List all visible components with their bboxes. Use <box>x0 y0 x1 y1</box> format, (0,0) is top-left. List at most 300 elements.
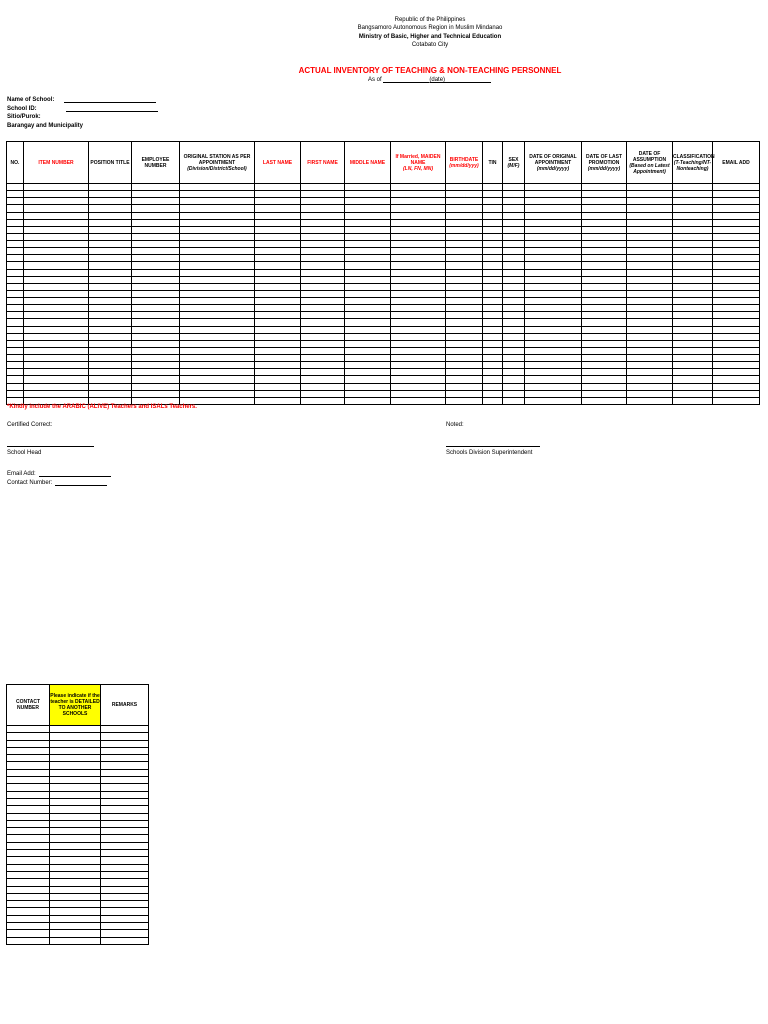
table-cell[interactable] <box>101 915 149 922</box>
table-cell[interactable] <box>713 347 760 354</box>
table-cell[interactable] <box>301 397 345 404</box>
table-cell[interactable] <box>446 383 483 390</box>
table-cell[interactable] <box>503 212 525 219</box>
table-cell[interactable] <box>132 226 180 233</box>
table-cell[interactable] <box>180 305 255 312</box>
table-cell[interactable] <box>345 347 391 354</box>
table-cell[interactable] <box>7 362 24 369</box>
table-cell[interactable] <box>50 806 101 813</box>
table-cell[interactable] <box>255 283 301 290</box>
table-cell[interactable] <box>391 383 446 390</box>
table-cell[interactable] <box>7 233 24 240</box>
table-cell[interactable] <box>50 886 101 893</box>
table-cell[interactable] <box>483 276 503 283</box>
table-cell[interactable] <box>101 908 149 915</box>
table-cell[interactable] <box>627 383 673 390</box>
table-cell[interactable] <box>255 276 301 283</box>
table-cell[interactable] <box>345 376 391 383</box>
table-cell[interactable] <box>7 850 50 857</box>
table-cell[interactable] <box>345 219 391 226</box>
table-cell[interactable] <box>525 262 582 269</box>
table-cell[interactable] <box>345 191 391 198</box>
table-cell[interactable] <box>627 184 673 191</box>
table-cell[interactable] <box>483 347 503 354</box>
table-cell[interactable] <box>627 319 673 326</box>
table-cell[interactable] <box>255 362 301 369</box>
table-cell[interactable] <box>673 233 713 240</box>
table-cell[interactable] <box>301 333 345 340</box>
table-cell[interactable] <box>7 762 50 769</box>
table-cell[interactable] <box>180 198 255 205</box>
table-cell[interactable] <box>503 340 525 347</box>
table-cell[interactable] <box>89 198 132 205</box>
table-cell[interactable] <box>713 255 760 262</box>
table-cell[interactable] <box>301 233 345 240</box>
table-cell[interactable] <box>180 298 255 305</box>
table-cell[interactable] <box>7 205 24 212</box>
as-of-blank[interactable] <box>383 76 429 83</box>
table-cell[interactable] <box>582 262 627 269</box>
table-cell[interactable] <box>525 276 582 283</box>
table-cell[interactable] <box>345 198 391 205</box>
table-cell[interactable] <box>713 369 760 376</box>
table-cell[interactable] <box>345 233 391 240</box>
table-cell[interactable] <box>7 755 50 762</box>
table-cell[interactable] <box>7 219 24 226</box>
table-cell[interactable] <box>132 376 180 383</box>
table-cell[interactable] <box>132 290 180 297</box>
table-cell[interactable] <box>24 326 89 333</box>
table-cell[interactable] <box>132 326 180 333</box>
table-cell[interactable] <box>132 212 180 219</box>
table-cell[interactable] <box>89 205 132 212</box>
table-cell[interactable] <box>89 326 132 333</box>
table-cell[interactable] <box>24 305 89 312</box>
table-cell[interactable] <box>483 212 503 219</box>
table-cell[interactable] <box>391 319 446 326</box>
table-cell[interactable] <box>101 835 149 842</box>
table-cell[interactable] <box>525 241 582 248</box>
table-cell[interactable] <box>101 850 149 857</box>
table-cell[interactable] <box>89 340 132 347</box>
table-cell[interactable] <box>180 362 255 369</box>
table-cell[interactable] <box>446 355 483 362</box>
table-cell[interactable] <box>627 198 673 205</box>
table-cell[interactable] <box>180 390 255 397</box>
table-cell[interactable] <box>7 835 50 842</box>
table-cell[interactable] <box>7 298 24 305</box>
table-cell[interactable] <box>101 769 149 776</box>
table-cell[interactable] <box>713 333 760 340</box>
table-cell[interactable] <box>89 241 132 248</box>
table-cell[interactable] <box>301 198 345 205</box>
table-cell[interactable] <box>7 333 24 340</box>
table-cell[interactable] <box>255 191 301 198</box>
table-cell[interactable] <box>7 262 24 269</box>
table-cell[interactable] <box>89 191 132 198</box>
table-cell[interactable] <box>525 340 582 347</box>
table-cell[interactable] <box>446 312 483 319</box>
table-cell[interactable] <box>503 276 525 283</box>
table-cell[interactable] <box>89 298 132 305</box>
table-cell[interactable] <box>255 212 301 219</box>
table-cell[interactable] <box>101 871 149 878</box>
table-cell[interactable] <box>345 226 391 233</box>
table-cell[interactable] <box>7 893 50 900</box>
table-cell[interactable] <box>50 791 101 798</box>
table-cell[interactable] <box>24 248 89 255</box>
table-cell[interactable] <box>301 205 345 212</box>
table-cell[interactable] <box>582 233 627 240</box>
table-cell[interactable] <box>180 255 255 262</box>
table-cell[interactable] <box>446 205 483 212</box>
table-cell[interactable] <box>255 248 301 255</box>
table-cell[interactable] <box>713 305 760 312</box>
table-cell[interactable] <box>525 233 582 240</box>
table-cell[interactable] <box>391 312 446 319</box>
table-cell[interactable] <box>255 355 301 362</box>
table-cell[interactable] <box>483 262 503 269</box>
table-cell[interactable] <box>101 740 149 747</box>
table-cell[interactable] <box>101 828 149 835</box>
table-cell[interactable] <box>391 212 446 219</box>
table-cell[interactable] <box>101 777 149 784</box>
table-cell[interactable] <box>89 383 132 390</box>
table-cell[interactable] <box>301 226 345 233</box>
table-cell[interactable] <box>673 255 713 262</box>
table-cell[interactable] <box>7 376 24 383</box>
table-cell[interactable] <box>132 255 180 262</box>
table-cell[interactable] <box>255 233 301 240</box>
table-cell[interactable] <box>180 333 255 340</box>
table-cell[interactable] <box>673 362 713 369</box>
table-cell[interactable] <box>255 219 301 226</box>
table-cell[interactable] <box>627 205 673 212</box>
table-cell[interactable] <box>7 777 50 784</box>
table-cell[interactable] <box>673 369 713 376</box>
table-cell[interactable] <box>627 362 673 369</box>
table-cell[interactable] <box>301 255 345 262</box>
table-cell[interactable] <box>391 390 446 397</box>
table-cell[interactable] <box>7 248 24 255</box>
table-cell[interactable] <box>627 390 673 397</box>
table-cell[interactable] <box>50 923 101 930</box>
table-cell[interactable] <box>89 212 132 219</box>
table-cell[interactable] <box>301 290 345 297</box>
table-cell[interactable] <box>7 813 50 820</box>
table-cell[interactable] <box>503 333 525 340</box>
school-head-signature-line[interactable] <box>7 446 94 447</box>
table-cell[interactable] <box>255 298 301 305</box>
table-cell[interactable] <box>345 184 391 191</box>
table-cell[interactable] <box>180 241 255 248</box>
table-cell[interactable] <box>301 191 345 198</box>
table-cell[interactable] <box>180 212 255 219</box>
table-cell[interactable] <box>391 397 446 404</box>
table-cell[interactable] <box>345 298 391 305</box>
table-cell[interactable] <box>180 262 255 269</box>
table-cell[interactable] <box>50 820 101 827</box>
table-cell[interactable] <box>713 312 760 319</box>
table-cell[interactable] <box>525 390 582 397</box>
table-cell[interactable] <box>525 319 582 326</box>
table-cell[interactable] <box>673 191 713 198</box>
table-cell[interactable] <box>503 362 525 369</box>
table-cell[interactable] <box>503 255 525 262</box>
table-cell[interactable] <box>446 283 483 290</box>
table-cell[interactable] <box>673 383 713 390</box>
table-cell[interactable] <box>713 262 760 269</box>
table-cell[interactable] <box>255 312 301 319</box>
table-cell[interactable] <box>24 340 89 347</box>
table-cell[interactable] <box>132 319 180 326</box>
table-cell[interactable] <box>180 219 255 226</box>
table-cell[interactable] <box>7 326 24 333</box>
table-cell[interactable] <box>503 241 525 248</box>
table-cell[interactable] <box>7 305 24 312</box>
table-cell[interactable] <box>503 191 525 198</box>
table-cell[interactable] <box>50 740 101 747</box>
table-cell[interactable] <box>525 355 582 362</box>
table-cell[interactable] <box>627 369 673 376</box>
table-cell[interactable] <box>713 212 760 219</box>
table-cell[interactable] <box>525 184 582 191</box>
table-cell[interactable] <box>713 276 760 283</box>
table-cell[interactable] <box>345 340 391 347</box>
table-cell[interactable] <box>582 276 627 283</box>
table-cell[interactable] <box>89 333 132 340</box>
table-cell[interactable] <box>255 369 301 376</box>
table-cell[interactable] <box>180 376 255 383</box>
table-cell[interactable] <box>673 262 713 269</box>
table-cell[interactable] <box>446 333 483 340</box>
table-cell[interactable] <box>255 326 301 333</box>
table-cell[interactable] <box>50 857 101 864</box>
table-cell[interactable] <box>7 355 24 362</box>
table-cell[interactable] <box>345 290 391 297</box>
table-cell[interactable] <box>673 390 713 397</box>
table-cell[interactable] <box>582 290 627 297</box>
table-cell[interactable] <box>503 283 525 290</box>
table-cell[interactable] <box>503 319 525 326</box>
table-cell[interactable] <box>503 369 525 376</box>
table-cell[interactable] <box>525 198 582 205</box>
table-cell[interactable] <box>525 347 582 354</box>
table-cell[interactable] <box>446 248 483 255</box>
table-cell[interactable] <box>446 233 483 240</box>
school-name-blank[interactable] <box>64 96 156 103</box>
table-cell[interactable] <box>89 233 132 240</box>
table-cell[interactable] <box>525 362 582 369</box>
table-cell[interactable] <box>582 347 627 354</box>
table-cell[interactable] <box>582 305 627 312</box>
table-cell[interactable] <box>673 205 713 212</box>
table-cell[interactable] <box>50 835 101 842</box>
table-cell[interactable] <box>673 298 713 305</box>
table-cell[interactable] <box>582 362 627 369</box>
table-cell[interactable] <box>180 312 255 319</box>
table-cell[interactable] <box>24 355 89 362</box>
table-cell[interactable] <box>391 298 446 305</box>
table-cell[interactable] <box>7 842 50 849</box>
table-cell[interactable] <box>582 283 627 290</box>
table-cell[interactable] <box>483 397 503 404</box>
table-cell[interactable] <box>24 376 89 383</box>
table-cell[interactable] <box>391 198 446 205</box>
table-cell[interactable] <box>525 269 582 276</box>
table-cell[interactable] <box>713 248 760 255</box>
table-cell[interactable] <box>446 347 483 354</box>
table-cell[interactable] <box>301 355 345 362</box>
table-cell[interactable] <box>24 255 89 262</box>
table-cell[interactable] <box>627 376 673 383</box>
table-cell[interactable] <box>713 355 760 362</box>
table-cell[interactable] <box>180 369 255 376</box>
table-cell[interactable] <box>483 241 503 248</box>
table-cell[interactable] <box>255 290 301 297</box>
table-cell[interactable] <box>673 333 713 340</box>
table-cell[interactable] <box>255 205 301 212</box>
table-cell[interactable] <box>582 355 627 362</box>
table-cell[interactable] <box>101 893 149 900</box>
table-cell[interactable] <box>391 355 446 362</box>
table-cell[interactable] <box>101 762 149 769</box>
table-cell[interactable] <box>89 269 132 276</box>
table-cell[interactable] <box>503 298 525 305</box>
table-cell[interactable] <box>483 248 503 255</box>
table-cell[interactable] <box>582 205 627 212</box>
table-cell[interactable] <box>446 226 483 233</box>
table-cell[interactable] <box>627 212 673 219</box>
table-cell[interactable] <box>132 355 180 362</box>
table-cell[interactable] <box>24 298 89 305</box>
table-cell[interactable] <box>7 908 50 915</box>
table-cell[interactable] <box>525 333 582 340</box>
table-cell[interactable] <box>713 362 760 369</box>
table-cell[interactable] <box>673 276 713 283</box>
table-cell[interactable] <box>713 340 760 347</box>
table-cell[interactable] <box>582 326 627 333</box>
table-cell[interactable] <box>301 312 345 319</box>
table-cell[interactable] <box>50 762 101 769</box>
table-cell[interactable] <box>525 283 582 290</box>
table-cell[interactable] <box>24 219 89 226</box>
table-cell[interactable] <box>24 333 89 340</box>
table-cell[interactable] <box>255 397 301 404</box>
table-cell[interactable] <box>50 755 101 762</box>
table-cell[interactable] <box>345 333 391 340</box>
table-cell[interactable] <box>446 319 483 326</box>
table-cell[interactable] <box>713 219 760 226</box>
table-cell[interactable] <box>627 248 673 255</box>
table-cell[interactable] <box>132 347 180 354</box>
table-cell[interactable] <box>301 383 345 390</box>
table-cell[interactable] <box>391 333 446 340</box>
table-cell[interactable] <box>89 248 132 255</box>
table-cell[interactable] <box>483 298 503 305</box>
table-cell[interactable] <box>673 241 713 248</box>
table-cell[interactable] <box>503 397 525 404</box>
table-cell[interactable] <box>713 241 760 248</box>
table-cell[interactable] <box>101 813 149 820</box>
table-cell[interactable] <box>503 347 525 354</box>
table-cell[interactable] <box>391 248 446 255</box>
table-cell[interactable] <box>713 298 760 305</box>
table-cell[interactable] <box>255 305 301 312</box>
table-cell[interactable] <box>132 219 180 226</box>
table-cell[interactable] <box>345 269 391 276</box>
table-cell[interactable] <box>180 340 255 347</box>
table-cell[interactable] <box>483 269 503 276</box>
table-cell[interactable] <box>7 198 24 205</box>
table-cell[interactable] <box>713 397 760 404</box>
table-cell[interactable] <box>673 397 713 404</box>
table-cell[interactable] <box>101 784 149 791</box>
table-cell[interactable] <box>673 248 713 255</box>
table-cell[interactable] <box>301 298 345 305</box>
table-cell[interactable] <box>255 269 301 276</box>
table-cell[interactable] <box>391 255 446 262</box>
table-cell[interactable] <box>132 248 180 255</box>
table-cell[interactable] <box>627 233 673 240</box>
table-cell[interactable] <box>7 740 50 747</box>
table-cell[interactable] <box>7 828 50 835</box>
table-cell[interactable] <box>525 226 582 233</box>
table-cell[interactable] <box>50 798 101 805</box>
table-cell[interactable] <box>7 806 50 813</box>
table-cell[interactable] <box>345 390 391 397</box>
table-cell[interactable] <box>673 319 713 326</box>
table-cell[interactable] <box>7 791 50 798</box>
table-cell[interactable] <box>50 879 101 886</box>
table-cell[interactable] <box>503 233 525 240</box>
table-cell[interactable] <box>24 312 89 319</box>
table-cell[interactable] <box>582 340 627 347</box>
table-cell[interactable] <box>713 283 760 290</box>
table-cell[interactable] <box>391 241 446 248</box>
table-cell[interactable] <box>50 937 101 944</box>
table-cell[interactable] <box>24 390 89 397</box>
table-cell[interactable] <box>301 262 345 269</box>
table-cell[interactable] <box>446 305 483 312</box>
table-cell[interactable] <box>101 726 149 733</box>
table-cell[interactable] <box>345 305 391 312</box>
table-cell[interactable] <box>180 276 255 283</box>
table-cell[interactable] <box>713 184 760 191</box>
school-id-blank[interactable] <box>66 105 158 112</box>
table-cell[interactable] <box>483 326 503 333</box>
table-cell[interactable] <box>446 369 483 376</box>
table-cell[interactable] <box>101 930 149 937</box>
table-cell[interactable] <box>7 726 50 733</box>
table-cell[interactable] <box>301 212 345 219</box>
table-cell[interactable] <box>525 205 582 212</box>
table-cell[interactable] <box>345 326 391 333</box>
table-cell[interactable] <box>446 184 483 191</box>
table-cell[interactable] <box>391 226 446 233</box>
table-cell[interactable] <box>582 312 627 319</box>
table-cell[interactable] <box>89 305 132 312</box>
table-cell[interactable] <box>525 191 582 198</box>
table-cell[interactable] <box>180 283 255 290</box>
table-cell[interactable] <box>50 842 101 849</box>
table-cell[interactable] <box>673 312 713 319</box>
table-cell[interactable] <box>24 198 89 205</box>
table-cell[interactable] <box>7 901 50 908</box>
table-cell[interactable] <box>132 312 180 319</box>
table-cell[interactable] <box>627 298 673 305</box>
table-cell[interactable] <box>483 191 503 198</box>
